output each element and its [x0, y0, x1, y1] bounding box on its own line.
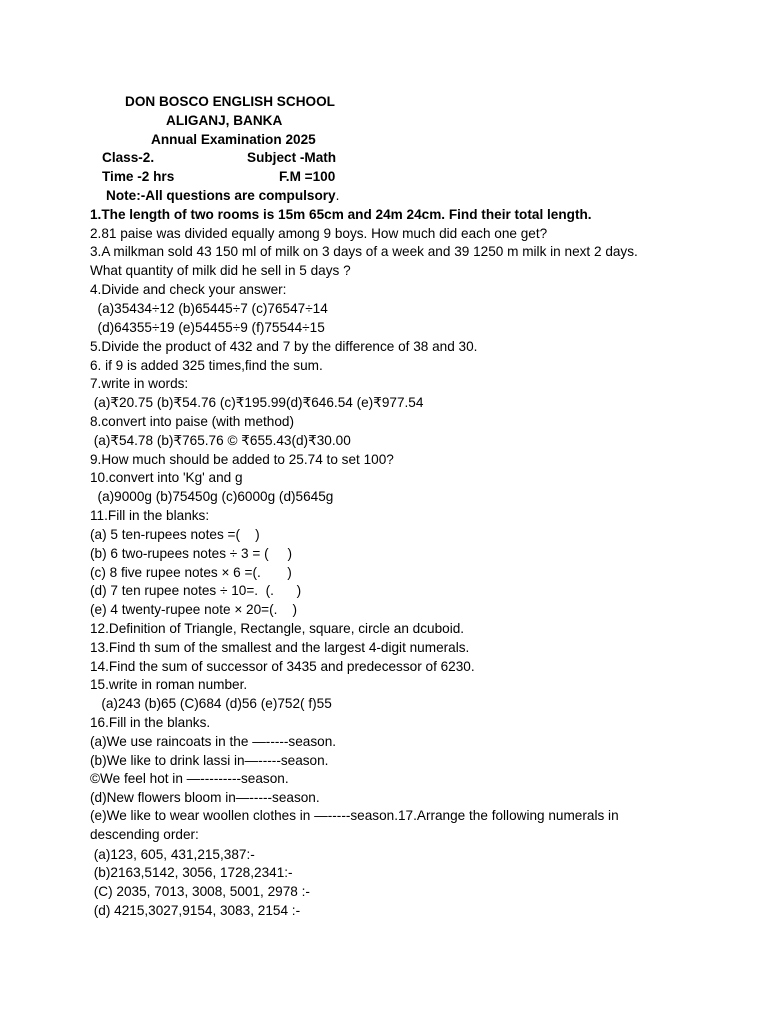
class-label: Class-2. — [102, 150, 155, 165]
question-17-c: (C) 2035, 7013, 3008, 5001, 2978 :- — [90, 884, 310, 899]
question-10-options: (a)9000g (b)75450g (c)6000g (d)5645g — [90, 489, 334, 504]
question-11-d: (d) 7 ten rupee notes ÷ 10=. (. ) — [90, 583, 302, 598]
question-16: 16.Fill in the blanks. — [90, 715, 211, 730]
question-2: 2.81 paise was divided equally among 9 boys. How much did each one get? — [90, 226, 548, 241]
exam-title: Annual Examination 2025 — [151, 132, 316, 147]
question-8: 8.convert into paise (with method) — [90, 414, 295, 429]
question-8-options: (a)₹54.78 (b)₹765.76 © ₹655.43(d)₹30.00 — [90, 433, 351, 448]
question-11: 11.Fill in the blanks: — [90, 508, 210, 523]
question-11-c: (c) 8 five rupee notes × 6 =(. ) — [90, 565, 292, 580]
question-16-a: (a)We use raincoats in the —-----season. — [90, 734, 337, 749]
question-15: 15.write in roman number. — [90, 677, 248, 692]
question-11-a: (a) 5 ten-rupees notes =( ) — [90, 527, 260, 542]
note-period: . — [335, 188, 340, 203]
full-marks-label: F.M =100 — [279, 169, 336, 184]
subject-label: Subject -Math — [247, 150, 337, 165]
question-7-options: (a)₹20.75 (b)₹54.76 (c)₹195.99(d)₹646.54 (e)₹977.54 — [90, 395, 424, 410]
question-4-row-1: (a)35434÷12 (b)65445÷7 (c)76547÷14 — [90, 301, 328, 316]
question-15-options: (a)243 (b)65 (C)684 (d)56 (e)752( f)55 — [90, 696, 332, 711]
question-12: 12.Definition of Triangle, Rectangle, square, circle an dcuboid. — [90, 621, 465, 636]
question-7: 7.write in words: — [90, 376, 189, 391]
question-17-b: (b)2163,5142, 3056, 1728,2341:- — [90, 865, 293, 880]
question-9: 9.How much should be added to 25.74 to set 100? — [90, 452, 394, 467]
question-13: 13.Find th sum of the smallest and the largest 4-digit numerals. — [90, 640, 470, 655]
question-1: 1.The length of two rooms is 15m 65cm and 24m 24cm. Find their total length. — [90, 207, 592, 222]
question-11-e: (e) 4 twenty-rupee note × 20=(. ) — [90, 602, 298, 617]
question-16-e-and-17: (e)We like to wear woollen clothes in —-----season.17.Arrange the following numerals in descending order: — [90, 808, 619, 842]
question-5: 5.Divide the product of 432 and 7 by the difference of 38 and 30. — [90, 339, 478, 354]
time-label: Time -2 hrs — [102, 169, 175, 184]
question-14: 14.Find the sum of successor of 3435 and predecessor of 6230. — [90, 659, 475, 674]
question-6: 6. if 9 is added 325 times,find the sum. — [90, 358, 323, 373]
question-16-c: ©We feel hot in —---------season. — [90, 771, 289, 786]
question-3: 3.A milkman sold 43 150 ml of milk on 3 days of a week and 39 1250 m milk in next 2 days. What quantity of milk did he sell in 5 days ? — [90, 244, 638, 278]
note-text: Note:-All questions are compulsory — [106, 188, 336, 203]
question-16-d: (d)New flowers bloom in—-----season. — [90, 790, 320, 805]
school-location: ALIGANJ, BANKA — [166, 113, 283, 128]
question-4-row-2: (d)64355÷19 (e)54455÷9 (f)75544÷15 — [90, 320, 325, 335]
note-line — [106, 187, 339, 205]
school-name: DON BOSCO ENGLISH SCHOOL — [125, 94, 335, 109]
question-17-d: (d) 4215,3027,9154, 3083, 2154 :- — [90, 903, 301, 918]
question-17-a: (a)123, 605, 431,215,387:- — [90, 847, 255, 862]
question-11-b: (b) 6 two-rupees notes ÷ 3 = ( ) — [90, 546, 293, 561]
question-4: 4.Divide and check your answer: — [90, 282, 287, 297]
question-10: 10.convert into 'Kg' and g — [90, 470, 243, 485]
question-16-b: (b)We like to drink lassi in—-----season. — [90, 753, 329, 768]
